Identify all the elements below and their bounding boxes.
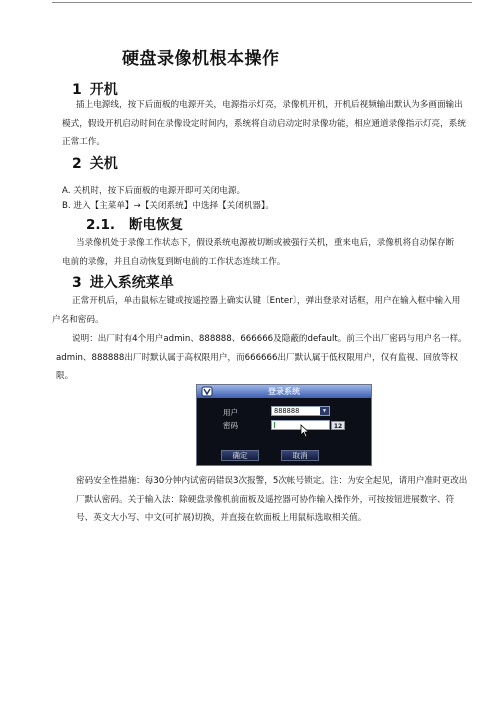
section-3-paragraph-3: 密码安全性措施：每30分钟内试密码错误3次报警，5次帐号锁定。注：为安全起见，请用户准时更改出厂默认密码。关于输入法：除硬盘录像机前面板及遥控器可协作输入操作外，可按按钮进展数字、符号、英文大小写、中文(可扩展)切换，并直接在软面板上用鼠标选取相关值。 <box>76 476 468 524</box>
shutdown-step-a: A. 关机时，按下后面板的电源开即可关闭电源。 <box>62 186 246 196</box>
password-label: 密码 <box>223 421 238 430</box>
page-top-rule <box>52 2 472 3</box>
document-title: 硬盘录像机根本操作 <box>122 49 280 69</box>
section-1-paragraph: 插上电源线，按下后面板的电源开关，电源指示灯亮，录像机开机，开机后视频输出默认为多画面输出模式，假设开机启动时间在录像设定时间内，系统将自动启动定时录像功能，相应通道录像指示灯亮，系统正常工作。 <box>62 100 466 148</box>
section-number: 2 <box>72 156 82 172</box>
mouse-pointer-icon <box>300 424 310 438</box>
section-3-paragraph-1: 正常开机后，单击鼠标左键或按遥控器上确实认键〔Enter〕，弹出登录对话框，用户在输入框中输入用户名和密码。 <box>52 296 461 325</box>
user-select[interactable] <box>271 406 330 416</box>
ok-button[interactable]: 确定 <box>221 450 259 461</box>
section-title: 进入系统菜单 <box>89 275 174 291</box>
user-value: 888888 <box>274 407 300 415</box>
user-label: 用户 <box>223 408 238 417</box>
chevron-down-icon[interactable]: ▼ <box>320 407 329 415</box>
subsection-2-1-heading <box>86 213 183 233</box>
section-2-heading <box>72 153 118 173</box>
subsection-number: 2.1. <box>86 217 116 233</box>
login-dialog <box>196 384 372 466</box>
dialog-titlebar <box>197 385 371 398</box>
text-caret <box>274 422 275 428</box>
section-title: 关机 <box>89 156 118 172</box>
section-number: 3 <box>72 275 82 291</box>
subsection-2-1-paragraph: 当录像机处于录像工作状态下，假设系统电源被切断或被强行关机，重来电后，录像机将自动保存断电前的录像，并且自动恢复到断电前的工作状态连续工作。 <box>62 238 455 267</box>
section-number: 1 <box>72 82 82 98</box>
dialog-title: 登录系统 <box>268 387 300 396</box>
shutdown-step-b: B. 进入【主菜单】→【关闭系统】中选择【关闭机器】。 <box>62 201 274 211</box>
cancel-button[interactable]: 取消 <box>281 450 319 461</box>
subsection-title: 断电恢复 <box>129 217 184 233</box>
input-method-toggle[interactable]: 12 <box>331 421 345 430</box>
section-title: 开机 <box>89 82 118 98</box>
section-3-heading <box>72 272 174 292</box>
section-3-paragraph-2: 说明：出厂时有4个用户admin、888888、666666及隐蔽的default。前三个出厂密码与用户名一样。admin、888888出厂时默认属于高权限用户，而666666出厂默认属于低权限用户，仅有监视、回放等权限。 <box>56 334 467 382</box>
